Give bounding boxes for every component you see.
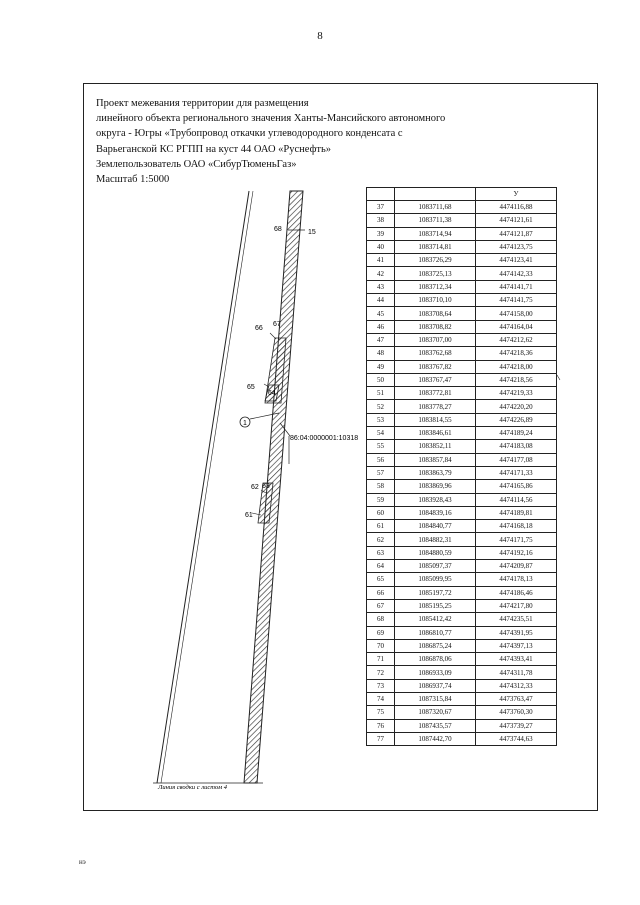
table-row: [367, 586, 557, 599]
point-number-cell: 62: [367, 533, 395, 546]
point-number-cell: 77: [367, 732, 395, 745]
point-number-cell: 52: [367, 400, 395, 413]
y-coordinate-cell: 4474312,33: [476, 679, 557, 692]
title-line: Проект межевания территории для размещения: [96, 98, 309, 109]
cadastral-number: 86:04:0000001:10318: [290, 435, 359, 442]
y-coordinate-cell: 4474235,51: [476, 613, 557, 626]
point-number-cell: 70: [367, 639, 395, 652]
point-number-cell: 48: [367, 347, 395, 360]
y-coordinate-cell: 4474121,61: [476, 214, 557, 227]
y-coordinate-cell: 4474209,87: [476, 560, 557, 573]
scale-label: Масштаб 1:5000: [96, 174, 170, 186]
point-label-62: 62: [251, 484, 259, 491]
x-coordinate-cell: 1083767,82: [395, 360, 476, 373]
table-row: [367, 732, 557, 745]
leader-line-66: [270, 333, 276, 339]
table-row: [367, 719, 557, 732]
point-number-cell: 60: [367, 506, 395, 519]
point-number-cell: 46: [367, 320, 395, 333]
point-number-cell: 72: [367, 666, 395, 679]
x-coordinate-cell: 1085197,72: [395, 586, 476, 599]
point-number-cell: 65: [367, 573, 395, 586]
y-coordinate-cell: 4473760,30: [476, 706, 557, 719]
point-number-cell: 45: [367, 307, 395, 320]
y-coordinate-cell: 4474219,33: [476, 387, 557, 400]
x-coordinate-cell: 1083869,96: [395, 480, 476, 493]
table-row: [367, 360, 557, 373]
x-coordinate-cell: 1083707,00: [395, 333, 476, 346]
table-row: [367, 480, 557, 493]
point-number-cell: 66: [367, 586, 395, 599]
point-number-cell: 43: [367, 280, 395, 293]
x-coordinate-cell: 1084840,77: [395, 520, 476, 533]
point-number-cell: 40: [367, 240, 395, 253]
y-coordinate-cell: 4474171,75: [476, 533, 557, 546]
y-coordinate-cell: 4474220,20: [476, 400, 557, 413]
table-row: [367, 560, 557, 573]
x-coordinate-cell: 1086875,24: [395, 639, 476, 652]
point-number-cell: 69: [367, 626, 395, 639]
x-coordinate-cell: 1086878,06: [395, 653, 476, 666]
table-row: [367, 692, 557, 705]
x-coordinate-cell: 1083708,82: [395, 320, 476, 333]
y-coordinate-cell: 4474311,78: [476, 666, 557, 679]
y-coordinate-cell: 4474218,36: [476, 347, 557, 360]
y-coordinate-cell: 4474158,00: [476, 307, 557, 320]
point-number-cell: 44: [367, 294, 395, 307]
point-number-cell: 61: [367, 520, 395, 533]
table-row: [367, 666, 557, 679]
y-coordinate-cell: 4474391,95: [476, 626, 557, 639]
table-row: [367, 706, 557, 719]
point-number-cell: 41: [367, 254, 395, 267]
x-coordinate-cell: 1083725,13: [395, 267, 476, 280]
title-line: Землепользователь ОАО «СибурТюменьГаз»: [96, 158, 297, 170]
table-row: [367, 387, 557, 400]
x-coordinate-cell: 1083846,61: [395, 427, 476, 440]
table-row: [367, 347, 557, 360]
x-coordinate-cell: 1085412,42: [395, 613, 476, 626]
x-coordinate-cell: 1083928,43: [395, 493, 476, 506]
point-number-cell: 73: [367, 679, 395, 692]
edge-tick: [557, 375, 560, 380]
point-label-66: 66: [255, 325, 263, 332]
x-coordinate-cell: 1086933,09: [395, 666, 476, 679]
table-row: [367, 254, 557, 267]
point-number-cell: 50: [367, 373, 395, 386]
y-coordinate-cell: 4474165,86: [476, 480, 557, 493]
point-label-63: 63: [262, 483, 270, 490]
x-coordinate-cell: 1085097,37: [395, 560, 476, 573]
title-line: линейного объекта регионального значения Ханты-Мансийского автономного: [96, 113, 446, 125]
point-number-cell: 51: [367, 387, 395, 400]
y-coordinate-cell: 4474123,41: [476, 254, 557, 267]
x-coordinate-cell: 1087435,57: [395, 719, 476, 732]
point-number-cell: 57: [367, 466, 395, 479]
x-coordinate-cell: 1083711,38: [395, 214, 476, 227]
x-coordinate-cell: 1087315,84: [395, 692, 476, 705]
table-row: [367, 240, 557, 253]
y-coordinate-cell: 4473763,47: [476, 692, 557, 705]
table-row: [367, 427, 557, 440]
y-coordinate-cell: 4474192,16: [476, 546, 557, 559]
header-number: [367, 188, 395, 201]
table-row: [367, 506, 557, 519]
match-line-caption: Линия сводки с листом 4: [158, 784, 227, 791]
y-coordinate-cell: 4474164,04: [476, 320, 557, 333]
table-row: [367, 466, 557, 479]
table-header-row: [367, 188, 557, 201]
table-row: [367, 653, 557, 666]
page-number: 8: [317, 30, 323, 42]
x-coordinate-cell: 1087442,70: [395, 732, 476, 745]
table-row: [367, 201, 557, 214]
x-coordinate-cell: 1085195,25: [395, 599, 476, 612]
table-row: [367, 267, 557, 280]
table-row: [367, 413, 557, 426]
y-coordinate-cell: 4474212,62: [476, 333, 557, 346]
point-number-cell: 67: [367, 599, 395, 612]
title-line: Варьеганской КС РГПП на куст 44 ОАО «Руснефть»: [96, 143, 332, 155]
table-row: [367, 307, 557, 320]
point-number-cell: 47: [367, 333, 395, 346]
point-label-65: 65: [247, 384, 255, 391]
point-number-cell: 56: [367, 453, 395, 466]
table-row: [367, 400, 557, 413]
point-number-cell: 75: [367, 706, 395, 719]
y-coordinate-cell: 4474123,75: [476, 240, 557, 253]
table-row: [367, 294, 557, 307]
y-coordinate-cell: 4474171,33: [476, 466, 557, 479]
header-y: У: [476, 188, 557, 201]
point-label-68: 68: [274, 226, 282, 233]
table-row: [367, 613, 557, 626]
header-x: [395, 188, 476, 201]
boundary-line-left: [157, 191, 249, 783]
y-coordinate-cell: 4474226,89: [476, 413, 557, 426]
boundary-line-left-inner: [161, 191, 253, 783]
y-coordinate-cell: 4474142,33: [476, 267, 557, 280]
point-number-cell: 54: [367, 427, 395, 440]
x-coordinate-cell: 1083712,34: [395, 280, 476, 293]
title-line: округа - Югры «Трубопровод откачки углеводородного конденсата с: [96, 128, 403, 140]
y-coordinate-cell: 4474116,88: [476, 201, 557, 214]
table-row: [367, 599, 557, 612]
point-number-cell: 76: [367, 719, 395, 732]
point-number-cell: 58: [367, 480, 395, 493]
footer-mark: нэ: [79, 858, 86, 866]
table-row: [367, 227, 557, 240]
point-number-cell: 53: [367, 413, 395, 426]
y-coordinate-cell: 4474393,41: [476, 653, 557, 666]
x-coordinate-cell: 1083852,11: [395, 440, 476, 453]
x-coordinate-cell: 1083762,68: [395, 347, 476, 360]
x-coordinate-cell: 1084882,31: [395, 533, 476, 546]
y-coordinate-cell: 4474141,75: [476, 294, 557, 307]
x-coordinate-cell: 1083857,84: [395, 453, 476, 466]
x-coordinate-cell: 1083772,81: [395, 387, 476, 400]
x-coordinate-cell: 1085099,95: [395, 573, 476, 586]
table-row: [367, 280, 557, 293]
y-coordinate-cell: 4474114,56: [476, 493, 557, 506]
point-label-15: 15: [308, 229, 316, 236]
x-coordinate-cell: 1083714,94: [395, 227, 476, 240]
x-coordinate-cell: 1083711,68: [395, 201, 476, 214]
y-coordinate-cell: 4474189,24: [476, 427, 557, 440]
x-coordinate-cell: 1087320,67: [395, 706, 476, 719]
y-coordinate-cell: 4474168,18: [476, 520, 557, 533]
table-row: [367, 493, 557, 506]
y-coordinate-cell: 4473739,27: [476, 719, 557, 732]
table-row: [367, 626, 557, 639]
x-coordinate-cell: 1086937,74: [395, 679, 476, 692]
y-coordinate-cell: 4474397,13: [476, 639, 557, 652]
table-row: [367, 373, 557, 386]
x-coordinate-cell: 1083863,79: [395, 466, 476, 479]
table-row: [367, 639, 557, 652]
x-coordinate-cell: 1084880,59: [395, 546, 476, 559]
table-row: [367, 533, 557, 546]
point-label-67: 67: [273, 321, 281, 328]
coordinates-table: [366, 187, 557, 746]
x-coordinate-cell: 1084839,16: [395, 506, 476, 519]
x-coordinate-cell: 1086810,77: [395, 626, 476, 639]
table-row: [367, 453, 557, 466]
table-row: [367, 333, 557, 346]
y-coordinate-cell: 4474178,13: [476, 573, 557, 586]
table-row: [367, 546, 557, 559]
y-coordinate-cell: 4474177,08: [476, 453, 557, 466]
y-coordinate-cell: 4474218,00: [476, 360, 557, 373]
point-number-cell: 39: [367, 227, 395, 240]
y-coordinate-cell: 4474121,87: [476, 227, 557, 240]
table-row: [367, 214, 557, 227]
x-coordinate-cell: 1083714,81: [395, 240, 476, 253]
point-number-cell: 64: [367, 560, 395, 573]
point-number-cell: 59: [367, 493, 395, 506]
point-label-64: 64: [268, 390, 276, 397]
point-label-61: 61: [245, 512, 253, 519]
point-number-cell: 74: [367, 692, 395, 705]
y-coordinate-cell: 4474141,71: [476, 280, 557, 293]
point-number-cell: 63: [367, 546, 395, 559]
y-coordinate-cell: 4474218,56: [476, 373, 557, 386]
x-coordinate-cell: 1083767,47: [395, 373, 476, 386]
x-coordinate-cell: 1083778,27: [395, 400, 476, 413]
x-coordinate-cell: 1083814,55: [395, 413, 476, 426]
table-row: [367, 520, 557, 533]
y-coordinate-cell: 4474183,08: [476, 440, 557, 453]
point-number-cell: 42: [367, 267, 395, 280]
x-coordinate-cell: 1083708,64: [395, 307, 476, 320]
table-row: [367, 679, 557, 692]
point-number-cell: 37: [367, 201, 395, 214]
x-coordinate-cell: 1083710,10: [395, 294, 476, 307]
point-number-cell: 71: [367, 653, 395, 666]
table-body: [367, 201, 557, 746]
y-coordinate-cell: 4474186,46: [476, 586, 557, 599]
point-number-cell: 38: [367, 214, 395, 227]
point-number-cell: 68: [367, 613, 395, 626]
x-coordinate-cell: 1083726,29: [395, 254, 476, 267]
table-row: [367, 440, 557, 453]
y-coordinate-cell: 4474217,80: [476, 599, 557, 612]
y-coordinate-cell: 4473744,63: [476, 732, 557, 745]
table-row: [367, 320, 557, 333]
table-row: [367, 573, 557, 586]
point-number-cell: 49: [367, 360, 395, 373]
point-number-cell: 55: [367, 440, 395, 453]
circle-marker-label: 1: [243, 420, 247, 427]
y-coordinate-cell: 4474189,81: [476, 506, 557, 519]
